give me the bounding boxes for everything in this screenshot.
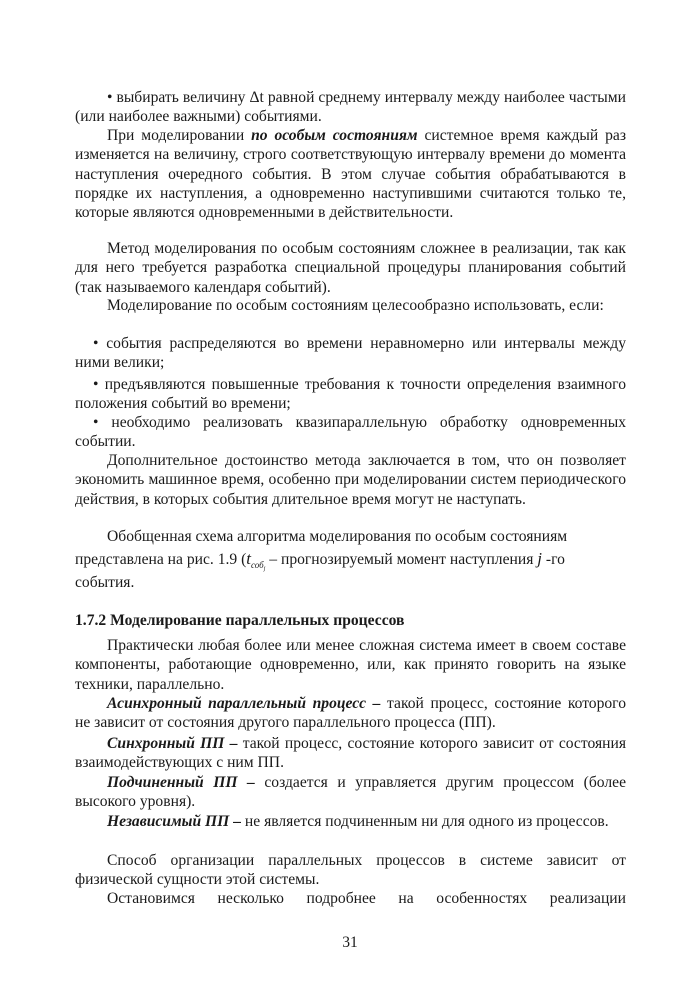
bullet-item-uneven-events xyxy=(75,334,626,373)
emphasis-term: Независимый ПП – xyxy=(107,813,241,830)
paragraph-independent-process xyxy=(75,812,626,831)
paragraph-use-when xyxy=(75,296,626,315)
paragraph-method-complexity xyxy=(75,239,626,297)
bullet-item-quasiparallel xyxy=(75,413,626,452)
text: – прогнозируемый момент наступления xyxy=(265,551,538,568)
formula-t: t xyxy=(246,549,252,568)
paragraph-subordinate-process xyxy=(75,773,626,812)
text: Практически любая более или менее сложная система имеет в своем составе компоненты, работающие одновременно, или, как принято говорить на языке техники, параллельно. xyxy=(75,637,626,693)
text: Дополнительное достоинство метода заключается в том, что он позволяет экономить машинное время, особенно при моделировании систем периодического действия, в которых события длительное время могут не наступать. xyxy=(75,452,626,508)
page-number: 31 xyxy=(342,934,358,951)
paragraph-continuation xyxy=(75,889,626,908)
paragraph-sync-process xyxy=(75,734,626,773)
paragraph-scheme-line3 xyxy=(75,573,626,592)
emphasis-term: Асинхронный параллельный процесс – xyxy=(107,695,381,712)
paragraph-bullet-delta-t xyxy=(75,88,626,127)
paragraph-organization-method xyxy=(75,851,626,890)
text: Остановимся несколько подробнее на особенностях реализации xyxy=(107,890,626,907)
text: -го xyxy=(542,551,565,568)
formula-subscript: соб xyxy=(251,560,264,570)
paragraph-advantage xyxy=(75,451,626,509)
formula-subscript-j: j xyxy=(263,566,266,572)
text: не является подчиненным ни для одного из процессов. xyxy=(241,813,609,830)
text: системное время каждый раз изменяется на величину, строго соответствующую интервалу времени до момента наступления очередного события. В этом случае события обрабатываются в порядке их наступления, а одновременно наступившими считаются только те, которые являются одновременными в действительности. xyxy=(75,127,626,222)
text: • необходимо реализовать квазипараллельную обработку одновременных событии. xyxy=(75,414,626,451)
text: Метод моделирования по особым состояниям сложнее в реализации, так как для него требуется разработка специальной процедуры планирования событий (так называемого календаря событий). xyxy=(75,240,626,296)
text: • предъявляются повышенные требования к точности определения взаимного положения событий во времени; xyxy=(75,376,626,413)
emphasis-term: Подчиненный ПП – xyxy=(107,774,255,791)
bullet-item-accuracy xyxy=(75,375,626,414)
text: события. xyxy=(75,574,135,591)
paragraph-scheme-line2 xyxy=(75,549,626,573)
text: Обобщенная схема алгоритма моделирования по особым состояниям xyxy=(107,528,568,545)
text: При моделировании xyxy=(107,127,252,144)
text: • события распределяются во времени неравномерно или интервалы между ними велики; xyxy=(75,335,626,372)
text: создается и управляется другим процессом (более высокого уровня). xyxy=(75,774,626,811)
text: представлена на рис. 1.9 ( xyxy=(75,551,247,568)
formula-j: j xyxy=(537,549,542,568)
section-heading: 1.7.2 Моделирование параллельных процессов xyxy=(75,612,405,629)
text: такой процесс, состояние которого зависит от состояния взаимодействующих с ним ПП. xyxy=(75,735,627,772)
emphasis-term: Синхронный ПП – xyxy=(107,735,238,752)
paragraph-special-states xyxy=(75,126,626,222)
text: такой процесс, состояние которого не зависит от состояния другого параллельного процесса (ПП). xyxy=(75,695,626,732)
text: Способ организации параллельных процессов в системе зависит от физической сущности этой системы. xyxy=(75,852,626,889)
paragraph-parallel-intro xyxy=(75,636,626,694)
text: • выбирать величину Δt равной среднему интервалу между наиболее частыми (или наиболее важными) событиями. xyxy=(75,89,626,126)
emphasis-term: по особым состояниям xyxy=(251,127,418,144)
paragraph-scheme-line1 xyxy=(75,527,626,546)
text: Моделирование по особым состояниям целесообразно использовать, если: xyxy=(107,297,604,314)
paragraph-async-process xyxy=(75,694,626,733)
